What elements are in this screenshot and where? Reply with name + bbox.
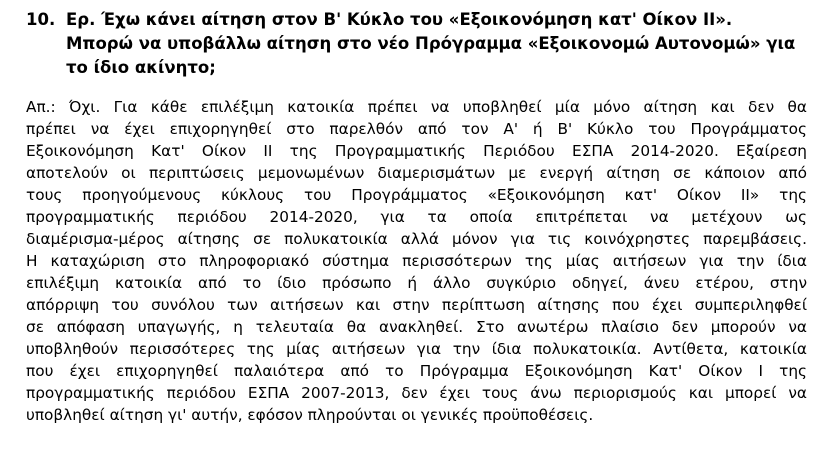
question-line-1 bbox=[26, 8, 816, 32]
question-number: 10. bbox=[26, 10, 56, 29]
answer-block bbox=[26, 96, 807, 426]
question-block bbox=[26, 8, 816, 80]
answer-line: διαμέρισμα-μέρος αίτησης σε πολυκατοικία αλλά μόνον για τις κοινόχρηστες παρεμβάσεις. bbox=[26, 230, 807, 248]
question-line-2: Μπορώ να υποβάλλω αίτηση στο νέο Πρόγραμμα «Εξοικονομώ Αυτονομώ» για bbox=[66, 34, 796, 53]
answer-line: προγραμματικής περιόδου ΕΣΠΑ 2007-2013, δεν έχει τους άνω περιορισμούς και μπορεί να bbox=[26, 384, 807, 402]
answer-line: που έχει επιχορηγηθεί παλαιότερα από το Πρόγραμμα Εξοικονόμηση Κατ' Οίκον Ι της bbox=[26, 362, 807, 380]
answer-line: σε απόφαση υπαγωγής, η τελευταία θα ανακληθεί. Στο ανωτέρω πλαίσιο δεν μπορούν να bbox=[26, 318, 807, 336]
answer-line: προγραμματικής περιόδου 2014-2020, για τα οποία επιτρέπεται να μετέχουν ως bbox=[26, 208, 807, 226]
answer-line: πρέπει να έχει επιχορηγηθεί στο παρελθόν από τον Α' ή Β' Κύκλο του Προγράμματος bbox=[26, 120, 807, 138]
answer-line: αποτελούν οι περιπτώσεις μεμονωμένων διαμερισμάτων με ενεργή αίτηση σε κάποιον από bbox=[26, 164, 807, 182]
question-text: Ερ. Έχω κάνει αίτηση στον Β' Κύκλο του «Εξοικονόμηση κατ' Οίκον ΙΙ». bbox=[66, 10, 733, 29]
answer-line: απόρριψη του συνόλου των αιτήσεων και στην περίπτωση αίτησης που έχει συμπεριληφθεί bbox=[26, 296, 807, 314]
question-line-3: το ίδιο ακίνητο; bbox=[66, 58, 216, 77]
answer-line: υποβληθούν περισσότερες της μίας αιτήσεων για την ίδια πολυκατοικία. Αντίθετα, κατοικία bbox=[26, 340, 807, 358]
answer-line: Εξοικονόμηση Κατ' Οίκον ΙΙ της Προγραμματικής Περιόδου ΕΣΠΑ 2014-2020. Εξαίρεση bbox=[26, 142, 807, 160]
answer-line: υποβληθεί αίτηση γι' αυτήν, εφόσον πληρούνται οι γενικές προϋποθέσεις. bbox=[26, 406, 594, 424]
answer-line: Απ.: Όχι. Για κάθε επιλέξιμη κατοικία πρέπει να υποβληθεί μία μόνο αίτηση και δεν θα bbox=[26, 98, 807, 116]
answer-line: τους προηγούμενους κύκλους του Προγράμματος «Εξοικονόμηση κατ' Οίκον ΙΙ» της bbox=[26, 186, 807, 204]
answer-line: Η καταχώριση στο πληροφοριακό σύστημα περισσότερων της μίας αιτήσεων για την ίδια bbox=[26, 252, 807, 270]
answer-line: επιλέξιμη κατοικία από το ίδιο πρόσωπο ή άλλο συγκύριο οδηγεί, άνευ ετέρου, στην bbox=[26, 274, 807, 292]
